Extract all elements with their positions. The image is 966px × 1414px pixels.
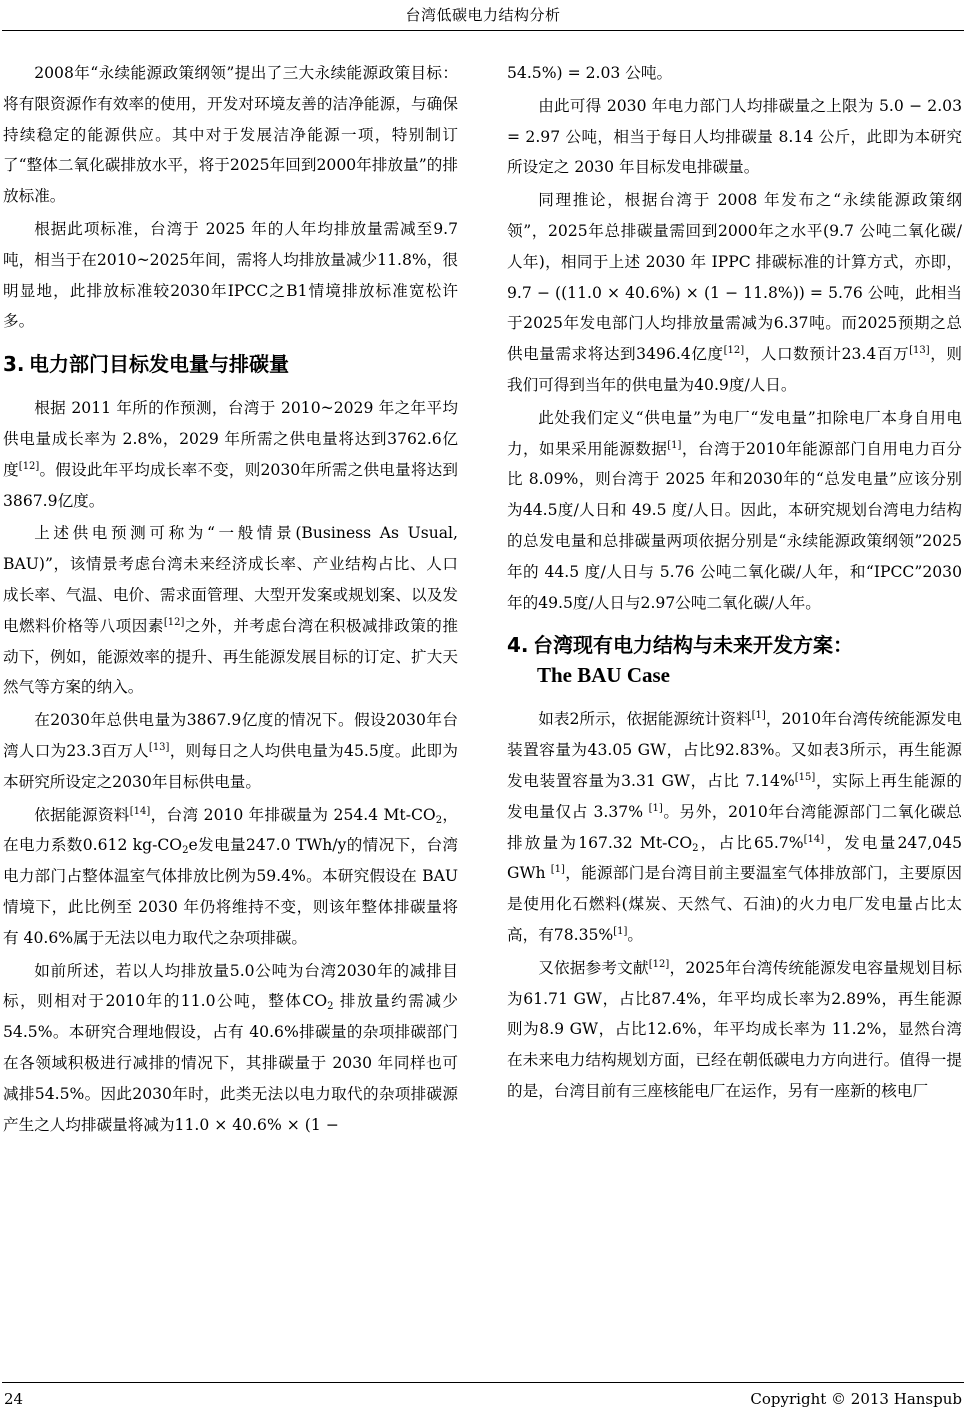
section-heading-3 — [3, 349, 458, 379]
section-subtitle: The BAU Case — [537, 663, 671, 688]
page-number: 24 — [4, 1390, 24, 1408]
paragraph: 此处我们定义“供电量”为电厂“发电量”扣除电厂本身自用电力，如果采用能源数据[1]，台湾于2010年能源部门自用电力百分比 8.09%，则台湾于 2025 年和2030年的“总发电量”应该分别为44.5度/人日和 49.5 度/人日。因此，本研究规划台湾电力结构的总发电量和总排碳量两项依据分别是“永续能源政策纲领”2025 年的 44.5 度/人日与 5.76 公吨二氧化碳/人年，和“IPCC”2030年的49.5度/人日与2.97公吨二氧化碳/人年。 — [507, 408, 962, 612]
section-heading-4 — [507, 630, 962, 690]
header-rule — [2, 30, 964, 31]
paragraph: 上述供电预测可称为“一般情景(Business As Usual, BAU)”，该情景考虑台湾未来经济成长率、产业结构占比、人口成长率、气温、电价、需求面管理、大型开发案或规划案、以及发电燃料价格等八项因素[12]之外，并考虑台湾在积极减排政策的推动下，例如，能源效率的提升、再生能源发展目标的订定、扩大天然气等方案的纳入。 — [3, 524, 458, 697]
paragraph: 2008年“永续能源政策纲领”提出了三大永续能源政策目标：将有限资源作有效率的使用，开发对环境友善的洁净能源，与确保持续稳定的能源供应。其中对于发展洁净能源一项，特别制订了“整体二氧化碳排放水平，将于2025年回到2000年排放量”的排放标准。 — [3, 64, 458, 206]
paragraph: 如表2所示，依据能源统计资料[1]，2010年台湾传统能源发电装置容量为43.05 GW，占比92.83%。又如表3所示，再生能源发电装置容量为3.31 GW，占比 7.14%[15]，实际上再生能源的发电量仅占 3.37% [1]。另外，2010年台湾能源部门二氧化碳总排放量为167.32 $Mt-CO_2$，占比65.7%[14]，发电量247,045 GWh [1]，能源部门是台湾目前主要温室气体排放部门，主要原因是使用化石燃料(煤炭、天然气、石油)的火力电厂发电量占比太高，有78.35%[1]。 — [507, 710, 963, 944]
section-title: 电力部门目标发电量与排碳量 — [29, 352, 289, 377]
paragraph: 又依据参考文献[12]，2025年台湾传统能源发电容量规划目标为61.71 GW，占比87.4%，年平均成长率为2.89%，再生能源则为8.9 GW，占比12.6%，年平均成长率为 11.2%，显然台湾在未来电力结构规划方面，已经在朝低碳电力方向进行。值得一提的是，台湾目前有三座核能电厂在运作，另有一座新的核电厂 — [507, 958, 962, 1100]
paragraph: 依据能源资料[14]，台湾 2010 年排碳量为 254.4 $Mt-CO_2$，在电力系数0.612 $kg-CO_2e$发电量247.0 TWh/y的情况下，台湾电力部门占整体温室气体排放比例为59.4%。本研究假设在 BAU 情境下，此比例至 2030 年仍将维持不变，则该年整体排碳量将有 40.6%属于无法以电力取代之杂项排碳。 — [3, 805, 458, 947]
citation[interactable]: [1] — [648, 802, 663, 814]
paragraph: 根据此项标准，台湾于 2025 年的人年均排放量需减至9.7吨，相当于在2010~2025年间，需将人均排放量减少11.8%，很明显地，此排放标准较2030年IPCC之B1情境排放标准宽松许多。 — [3, 219, 458, 331]
citation[interactable]: [15] — [794, 771, 816, 783]
running-header: 台湾低碳电力结构分析 — [405, 6, 561, 24]
right-column — [507, 58, 962, 1107]
paragraph: 54.5%) = 2.03 公吨。 — [507, 64, 673, 82]
paragraph: 由此可得 2030 年电力部门人均排碳量之上限为 5.0 − 2.03 = 2.97 公吨，相当于每日人均排碳量 8.14 公斤，此即为本研究所设定之 2030 年目标发电排碳量。 — [507, 96, 962, 177]
section-number: 3. — [3, 352, 25, 377]
footer-rule — [2, 1382, 964, 1383]
citation[interactable]: [13] — [148, 741, 170, 753]
paragraph: 如前所述，若以人均排放量5.0公吨为台湾2030年的减排目标，则相对于2010年的11.0公吨，整体$CO_2$ 排放量约需减少 54.5%。本研究合理地假设，占有 40.6%排碳量的杂项排碳部门在各领域积极进行减排的情况下，其排碳量于 2030 年同样也可减排54.5%。因此2030年时，此类无法以电力取代的杂项排碳源产生之人均排碳量将减为11.0 × 40.6% × (1 − — [3, 961, 458, 1134]
citation[interactable]: [12] — [18, 460, 40, 472]
citation[interactable]: [1] — [751, 710, 766, 722]
left-column — [3, 58, 458, 1140]
citation[interactable]: [1] — [550, 864, 565, 876]
citation[interactable]: [12] — [163, 616, 185, 628]
copyright-notice: Copyright © 2013 Hanspub — [750, 1390, 962, 1408]
paragraph: 在2030年总供电量为3867.9亿度的情况下。假设2030年台湾人口为23.3百万人[13]，则每日之人均供电量为45.5度。此即为本研究所设定之2030年目标供电量。 — [3, 711, 458, 791]
citation[interactable]: [14] — [129, 805, 151, 817]
citation[interactable]: [12] — [648, 958, 670, 970]
section-title: 台湾现有电力结构与未来开发方案： — [533, 633, 853, 658]
citation[interactable]: [12] — [723, 345, 745, 357]
section-number: 4. — [507, 633, 529, 658]
citation[interactable]: [13] — [909, 345, 930, 357]
citation[interactable]: [1] — [667, 439, 682, 451]
citation[interactable]: [14] — [803, 833, 825, 845]
paragraph: 根据 2011 年所的作预测，台湾于 2010~2029 年之年平均供电量成长率为 2.8%，2029 年所需之供电量将达到3762.6亿度[12]。假设此年平均成长率不变，则2030年所需之供电量将达到3867.9亿度。 — [3, 399, 458, 510]
paragraph: 同理推论，根据台湾于 2008 年发布之“永续能源政策纲领”，2025年总排碳量需回到2000年之水平(9.7 公吨二氧化碳/人年)，相同于上述 2030 年 IPPC 排碳标准的计算方式，亦即，9.7 − ((11.0 × 40.6%) × (1 − 11.8%)) = 5.76 公吨，此相当于2025年发电部门人均排放量需减为6.37吨。而2025预期之总供电量需求将达到3496.4亿度[12]，人口数预计23.4百万[13]，则我们可得到当年的供电量为40.9度/人日。 — [507, 191, 962, 394]
citation[interactable]: [1] — [613, 925, 628, 937]
